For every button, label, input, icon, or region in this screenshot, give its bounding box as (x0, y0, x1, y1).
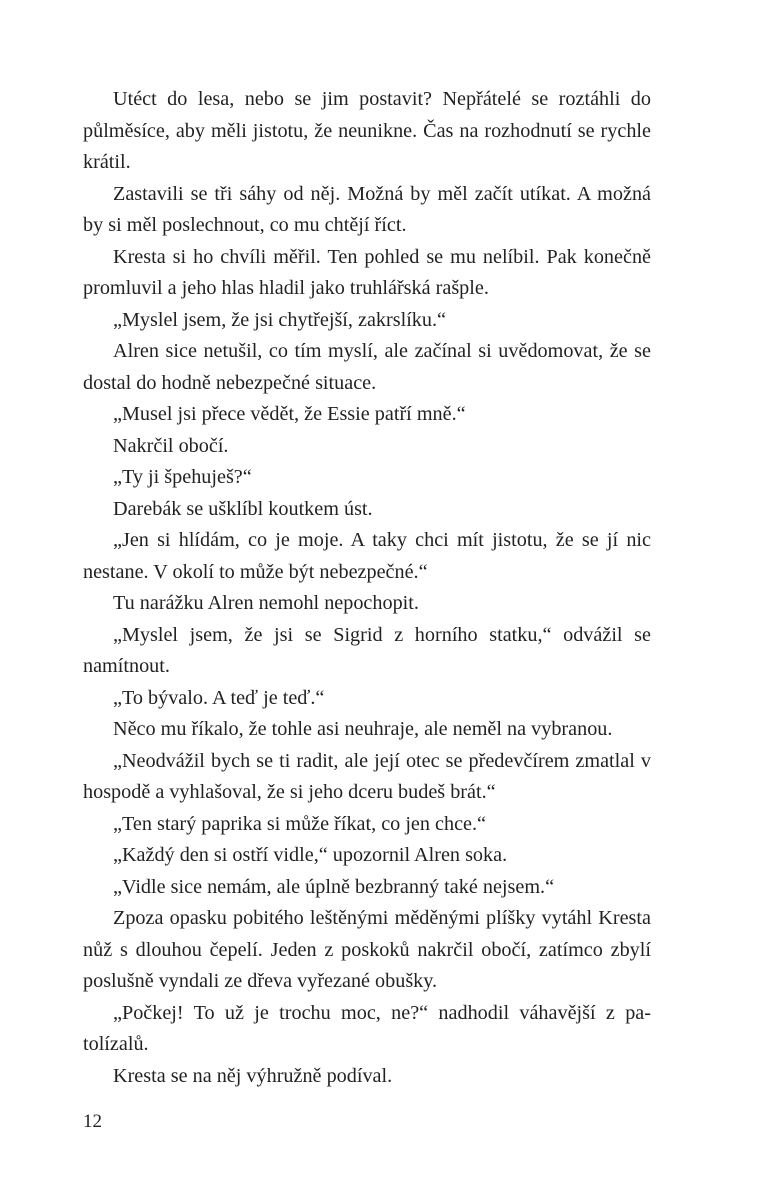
paragraph: „Ten starý paprika si může říkat, co jen chce.“ (113, 812, 487, 835)
paragraph: Kresta si ho chvíli měřil. Ten pohled se mu nelíbil. Pak konečně promluvil a jeho hlas hladil jako truhlářská rašple. (83, 245, 651, 299)
paragraph: „Každý den si ostří vidle,“ upozornil Alren soka. (113, 844, 508, 866)
paragraph: „Jen si hlídám, co je moje. A taky chci mít jistotu, že se jí nic nestane. V okolí to může být nebezpečné.“ (83, 529, 651, 583)
paragraph: „Musel jsi přece vědět, že Essie patří mně.“ (113, 403, 466, 425)
paragraph: Tu narážku Alren nemohl nepochopit. (113, 592, 419, 614)
page-number: 12 (83, 1111, 102, 1132)
body-text (83, 84, 651, 1092)
paragraph: „Neodvážil bych se ti radit, ale její otec se předevčírem zmatlal v hospodě a vyhlašoval, že si jeho dceru budeš brát.“ (83, 749, 651, 803)
paragraph: „Ty ji špehuješ?“ (113, 466, 252, 488)
paragraph: Kresta se na něj výhružně podíval. (113, 1064, 393, 1087)
paragraph: Něco mu říkalo, že tohle asi neuhraje, ale neměl na vybranou. (113, 718, 613, 740)
paragraph: „Myslel jsem, že jsi se Sigrid z horního statku,“ odvážil se namítnout. (83, 623, 651, 677)
paragraph: „To bývalo. A teď je teď.“ (113, 686, 325, 709)
paragraph: Nakrčil obočí. (113, 434, 229, 457)
paragraph: Zastavili se tři sáhy od něj. Možná by měl začít utíkat. A možná by si měl poslechnout, co mu chtějí říct. (83, 182, 651, 236)
paragraph: „Vidle sice nemám, ale úplně bezbranný také nejsem.“ (113, 875, 555, 898)
paragraph: Darebák se ušklíbl koutkem úst. (113, 497, 373, 520)
paragraph: Alren sice netušil, co tím myslí, ale začínal si uvědomovat, že se dostal do hodně nebezpečné situace. (83, 340, 651, 394)
paragraph: „Myslel jsem, že jsi chytřejší, zakrslíku.“ (113, 308, 447, 331)
paragraph: „Počkej! To už je trochu moc, ne?“ nadhodil váhavější z patolízalů. (83, 1001, 651, 1055)
paragraph: Zpoza opasku pobitého leštěnými měděnými plíšky vytáhl Kresta nůž s dlouhou čepelí. Jeden z poskoků nakrčil obočí, zatímco zbylí poslušně vyndali ze dřeva vyřezané obušky. (83, 907, 651, 992)
paragraph: Utéct do lesa, nebo se jim postavit? Nepřátelé se roztáhli do půlměsíce, aby měli jistotu, že neunikne. Čas na rozhodnutí se rychle krátil. (83, 88, 651, 173)
